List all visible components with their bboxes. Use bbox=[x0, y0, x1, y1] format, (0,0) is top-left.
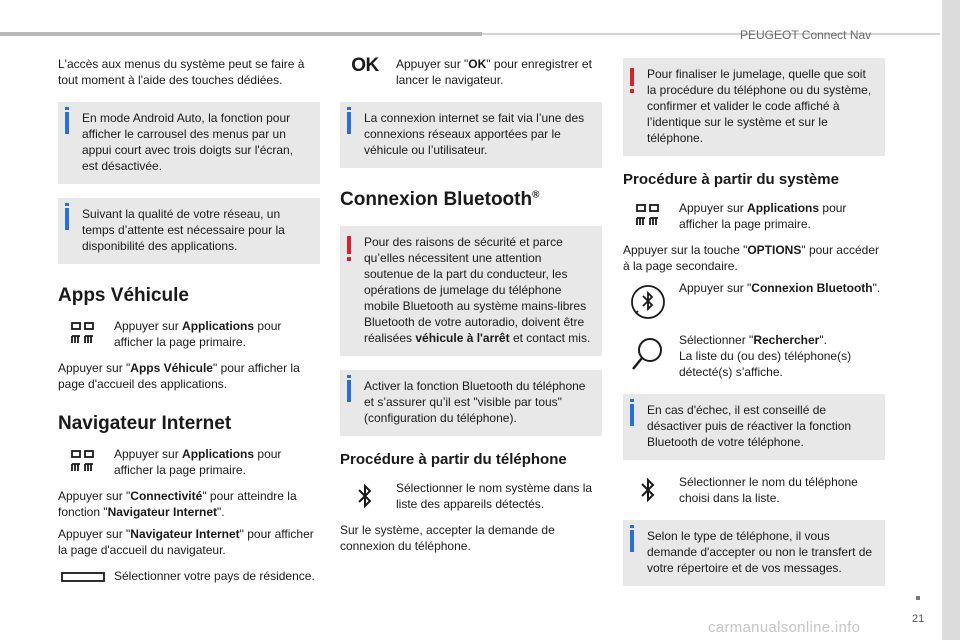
info-icon bbox=[65, 208, 69, 230]
info-icon bbox=[347, 380, 351, 402]
warning-icon bbox=[630, 68, 634, 86]
step-country: Sélectionner votre pays de résidence. bbox=[58, 568, 320, 584]
info-icon bbox=[630, 530, 634, 552]
info-note bbox=[58, 198, 320, 264]
header-rule-left bbox=[0, 32, 482, 36]
applications-icon bbox=[58, 318, 108, 346]
page-marker bbox=[916, 596, 920, 600]
applications-icon bbox=[623, 200, 673, 228]
step-select-system: Sélectionner le nom système dans la liste des appareils détectés. bbox=[340, 480, 602, 512]
info-note-text: Selon le type de téléphone, il vous demande d'accepter ou non le transfert de votre répertoire et de vos messages. bbox=[647, 529, 873, 575]
column-1 bbox=[58, 56, 320, 594]
phone-paragraph: Sur le système, accepter la demande de connexion du téléphone. bbox=[340, 523, 555, 553]
header-rule-right bbox=[482, 33, 940, 35]
page-edge-strip bbox=[942, 0, 960, 640]
step-applications: Appuyer sur Applications pour afficher la page primaire. bbox=[623, 200, 885, 232]
bluetooth-icon bbox=[340, 480, 390, 512]
step-bluetooth-connection: Appuyer sur "Connexion Bluetooth". bbox=[623, 280, 885, 322]
step-applications: Appuyer sur Applications pour afficher la page primaire. bbox=[58, 446, 320, 478]
step-search: Sélectionner "Rechercher". La liste du (ou des) téléphone(s) détecté(s) s’affiche. bbox=[623, 332, 885, 380]
info-note-text: Activer la fonction Bluetooth du téléphone et s’assurer qu’il est "visible par tous" (configuration du téléphone). bbox=[364, 379, 586, 425]
section-title-browser: Navigateur Internet bbox=[58, 413, 232, 434]
column-3 bbox=[623, 56, 885, 600]
step-ok: OK Appuyer sur "OK" pour enregistrer et lancer le navigateur. bbox=[340, 56, 602, 88]
section-title-bluetooth: Connexion Bluetooth® bbox=[340, 189, 540, 210]
info-note bbox=[340, 102, 602, 168]
intro-paragraph: L'accès aux menus du système peut se faire à tout moment à l'aide des touches dédiées. bbox=[58, 57, 305, 87]
info-note-text: En mode Android Auto, la fonction pour afficher le carrousel des menus par un appui court avec trois doigts sur l'écran, est désactivée. bbox=[82, 111, 294, 173]
bluetooth-icon bbox=[623, 474, 673, 506]
info-note bbox=[58, 102, 320, 184]
info-icon bbox=[347, 112, 351, 134]
info-note bbox=[340, 370, 602, 436]
search-icon bbox=[623, 332, 673, 374]
step-applications: Appuyer sur Applications pour afficher la page primaire. bbox=[58, 318, 320, 350]
apps-paragraph: Appuyer sur "Apps Véhicule" pour afficher la page d'accueil des applications. bbox=[58, 361, 300, 391]
info-note bbox=[623, 520, 885, 586]
info-note-text: La connexion internet se fait via l’une des connexions réseaux apportées par le véhicule ou l’utilisateur. bbox=[364, 111, 585, 157]
watermark: carmanualsonline.info bbox=[708, 619, 861, 636]
connectivity-paragraph: Appuyer sur "Connectivité" pour atteindre la fonction "Navigateur Internet". bbox=[58, 489, 297, 519]
warning-icon bbox=[347, 236, 351, 254]
bluetooth-circle-icon bbox=[623, 280, 673, 322]
ok-icon: OK bbox=[351, 55, 379, 76]
section-title-system-procedure: Procédure à partir du système bbox=[623, 171, 839, 188]
info-note-text: En cas d'échec, il est conseillé de désactiver puis de réactiver la fonction Bluetooth de votre téléphone. bbox=[647, 403, 852, 449]
column-2 bbox=[340, 56, 602, 560]
section-title-phone-procedure: Procédure à partir du téléphone bbox=[340, 451, 567, 468]
info-icon bbox=[65, 112, 69, 134]
running-title: PEUGEOT Connect Nav bbox=[740, 28, 872, 42]
warning-note: Pour finaliser le jumelage, quelle que soit la procédure du téléphone ou du système, confirmer et valider le code affiché à l’identique sur le système et sur le téléphone. bbox=[623, 58, 885, 156]
step-select-phone: Sélectionner le nom du téléphone choisi dans la liste. bbox=[623, 474, 885, 506]
info-note bbox=[623, 394, 885, 460]
info-note-text: Suivant la qualité de votre réseau, un temps d’attente est nécessaire pour la disponibilité des applications. bbox=[82, 207, 285, 253]
browser-paragraph: Appuyer sur "Navigateur Internet" pour afficher la page d'accueil du navigateur. bbox=[58, 527, 314, 557]
section-title-apps: Apps Véhicule bbox=[58, 285, 189, 306]
country-bar-icon bbox=[58, 568, 108, 584]
page-number: 21 bbox=[912, 613, 925, 625]
warning-note: Pour des raisons de sécurité et parce qu’elles nécessitent une attention soutenue de la part du conducteur, les opérations de jumelage du téléphone mobile Bluetooth au système mains-libres Bluetooth de votre autoradio, doivent être réalisées véhicule à l'arrêt et contact mis. bbox=[340, 226, 602, 356]
applications-icon bbox=[58, 446, 108, 474]
info-icon bbox=[630, 404, 634, 426]
options-paragraph: Appuyer sur la touche "OPTIONS" pour accéder à la page secondaire. bbox=[623, 243, 879, 273]
